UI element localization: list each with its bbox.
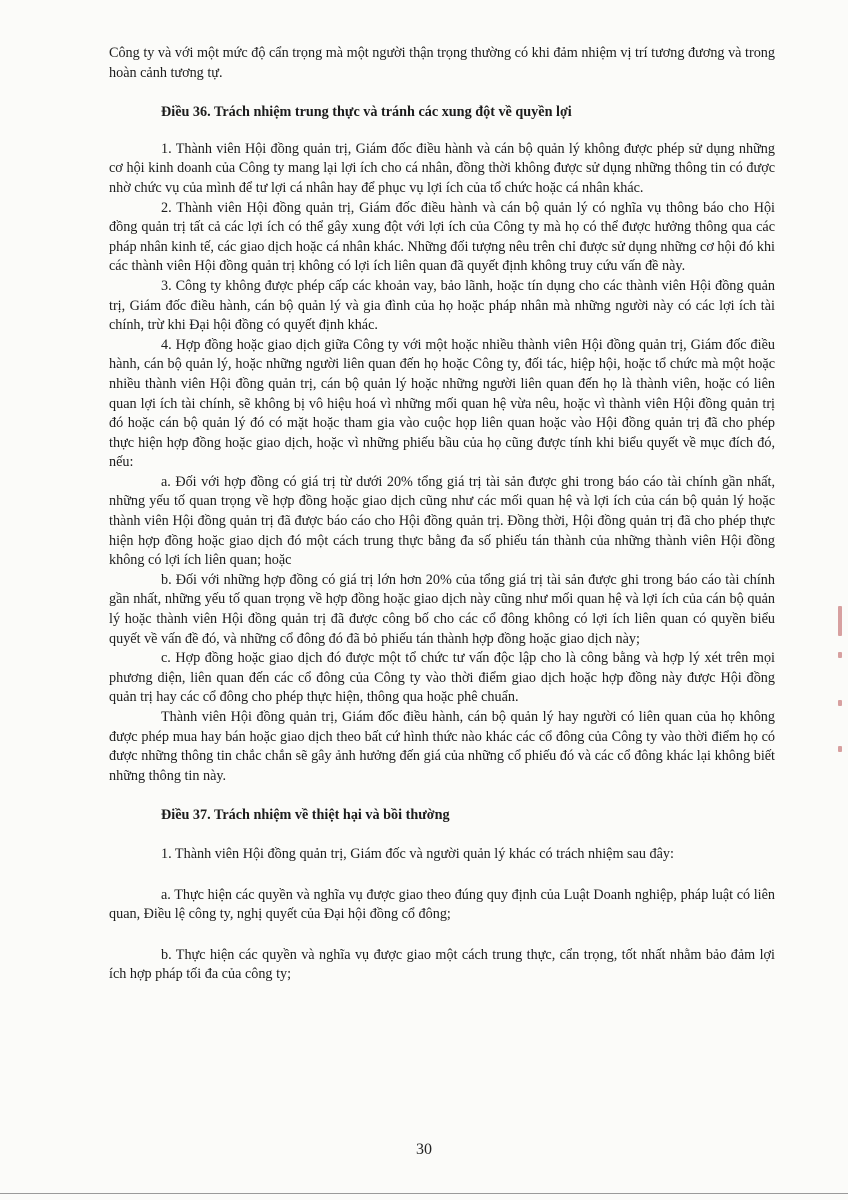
document-body xyxy=(109,44,775,985)
page-number: 30 xyxy=(416,1141,432,1158)
article-36-para-4c: c. Hợp đồng hoặc giao dịch đó được một tổ chức tư vấn độc lập cho là công bằng và hợp lý xét trên mọi phương diện, liên quan đến các cổ đông của Công ty vào thời điểm giao dịch hoặc hợp đồng này được Hội đồng quản trị hay các cổ đông cho phép thực hiện, thông qua hoặc phê chuẩn. xyxy=(109,650,775,706)
article-37-heading: Điều 37. Trách nhiệm về thiệt hại và bồi thường xyxy=(161,807,450,824)
article-37-para-1a: a. Thực hiện các quyền và nghĩa vụ được giao theo đúng quy định của Luật Doanh nghiệp, pháp luật có liên quan, Điều lệ công ty, nghị quyết của Đại hội đồng cổ đông; xyxy=(109,886,775,923)
scan-edge-mark xyxy=(838,606,842,636)
scan-edge-mark xyxy=(838,700,842,706)
article-36-para-2: 2. Thành viên Hội đồng quản trị, Giám đốc điều hành và cán bộ quản lý có nghĩa vụ thông báo cho Hội đồng quản trị tất cả các lợi ích có thể gây xung đột với lợi ích của Công ty mà họ có thể được hưởng thông qua các pháp nhân kinh tế, các giao dịch hoặc cá nhân khác. Những đối tượng nêu trên chỉ được sử dụng những cơ hội đó khi các thành viên Hội đồng quản trị không có lợi ích liên quan đã quyết định không truy cứu vấn đề này. xyxy=(109,199,775,275)
article-36-para-3: 3. Công ty không được phép cấp các khoản vay, bảo lãnh, hoặc tín dụng cho các thành viên Hội đồng quản trị, Giám đốc điều hành, cán bộ quản lý và gia đình của họ hoặc pháp nhân mà những người này có các lợi ích tài chính, trừ khi Đại hội đồng có quyết định khác. xyxy=(109,277,775,334)
article-36-heading: Điều 36. Trách nhiệm trung thực và tránh các xung đột về quyền lợi xyxy=(161,104,572,121)
article-36-para-4: 4. Hợp đồng hoặc giao dịch giữa Công ty với một hoặc nhiều thành viên Hội đồng quản trị, Giám đốc điều hành, cán bộ quản lý, hoặc những người liên quan đến họ hoặc Công ty, đối tác, hiệp hội, hoặc tổ chức mà một hoặc nhiều thành viên Hội đồng quản trị, cán bộ quản lý hoặc những người liên quan đến họ là thành viên, hoặc có liên quan lợi ích tài chính, sẽ không bị vô hiệu hoá vì những mối quan hệ vừa nêu, hoặc vì thành viên Hội đồng quản trị đó hoặc cán bộ quản lý đó có mặt hoặc tham gia vào cuộc họp liên quan hoặc vào Hội đồng quản trị đã cho phép thực hiện hợp đồng hoặc giao dịch, hoặc vì những phiếu bầu của họ cũng được tính khi biểu quyết về mục đích đó, nếu: xyxy=(109,336,775,471)
article-36-para-closing: Thành viên Hội đồng quản trị, Giám đốc điều hành, cán bộ quản lý hay người có liên quan của họ không được phép mua hay bán hoặc giao dịch theo bất cứ hình thức nào khác các cổ đông của Công ty vào thời điểm họ có được những thông tin chắc chắn sẽ gây ảnh hưởng đến giá của những cổ phiếu đó và các cổ đông khác lại không biết những thông tin này. xyxy=(109,709,775,784)
article-37-para-1b: b. Thực hiện các quyền và nghĩa vụ được giao một cách trung thực, cẩn trọng, tốt nhất nhằm bảo đảm lợi ích hợp pháp tối đa của công ty; xyxy=(109,946,775,983)
intro-paragraph: Công ty và với một mức độ cẩn trọng mà một người thận trọng thường có khi đảm nhiệm vị trí tương đương và trong hoàn cảnh tương tự. xyxy=(109,45,775,81)
article-36-para-4b: b. Đối với những hợp đồng có giá trị lớn hơn 20% của tổng giá trị tài sản được ghi trong báo cáo tài chính gần nhất, những yếu tố quan trọng về hợp đồng hoặc giao dịch này cũng như mối quan hệ và lợi ích của cán bộ quản lý hoặc thành viên Hội đồng quản trị đã được công bố cho các cổ đông không có lợi ích liên quan có quyền biểu quyết về vấn đề đó, và những cổ đông đó đã bỏ phiếu tán thành hợp đồng hoặc giao dịch này; xyxy=(109,571,775,647)
scan-edge-mark xyxy=(838,746,842,752)
article-36-para-1: 1. Thành viên Hội đồng quản trị, Giám đốc điều hành và cán bộ quản lý không được phép sử dụng những cơ hội kinh doanh của Công ty mang lại lợi ích cho cá nhân, đồng thời không được sử dụng những thông tin có được nhờ chức vụ của mình để tư lợi cá nhân hay để phục vụ lợi ích của tổ chức hoặc cá nhân khác. xyxy=(109,140,775,196)
scan-bottom-edge xyxy=(0,1193,848,1194)
article-36-para-4a: a. Đối với hợp đồng có giá trị từ dưới 20% tổng giá trị tài sản được ghi trong báo cáo tài chính gần nhất, những yếu tố quan trọng về hợp đồng hoặc giao dịch cũng như các mối quan hệ và lợi ích của cán bộ quản lý hoặc thành viên Hội đồng quản trị đã được báo cáo cho Hội đồng quản trị. Đồng thời, Hội đồng quản trị đã cho phép thực hiện hợp đồng hoặc giao dịch đó một cách trung thực bằng đa số phiếu tán thành của những thành viên Hội đồng không có lợi ích liên quan; hoặc xyxy=(109,473,775,569)
article-37-para-1: 1. Thành viên Hội đồng quản trị, Giám đốc và người quản lý khác có trách nhiệm sau đây: xyxy=(161,845,674,862)
scan-edge-mark xyxy=(838,652,842,658)
